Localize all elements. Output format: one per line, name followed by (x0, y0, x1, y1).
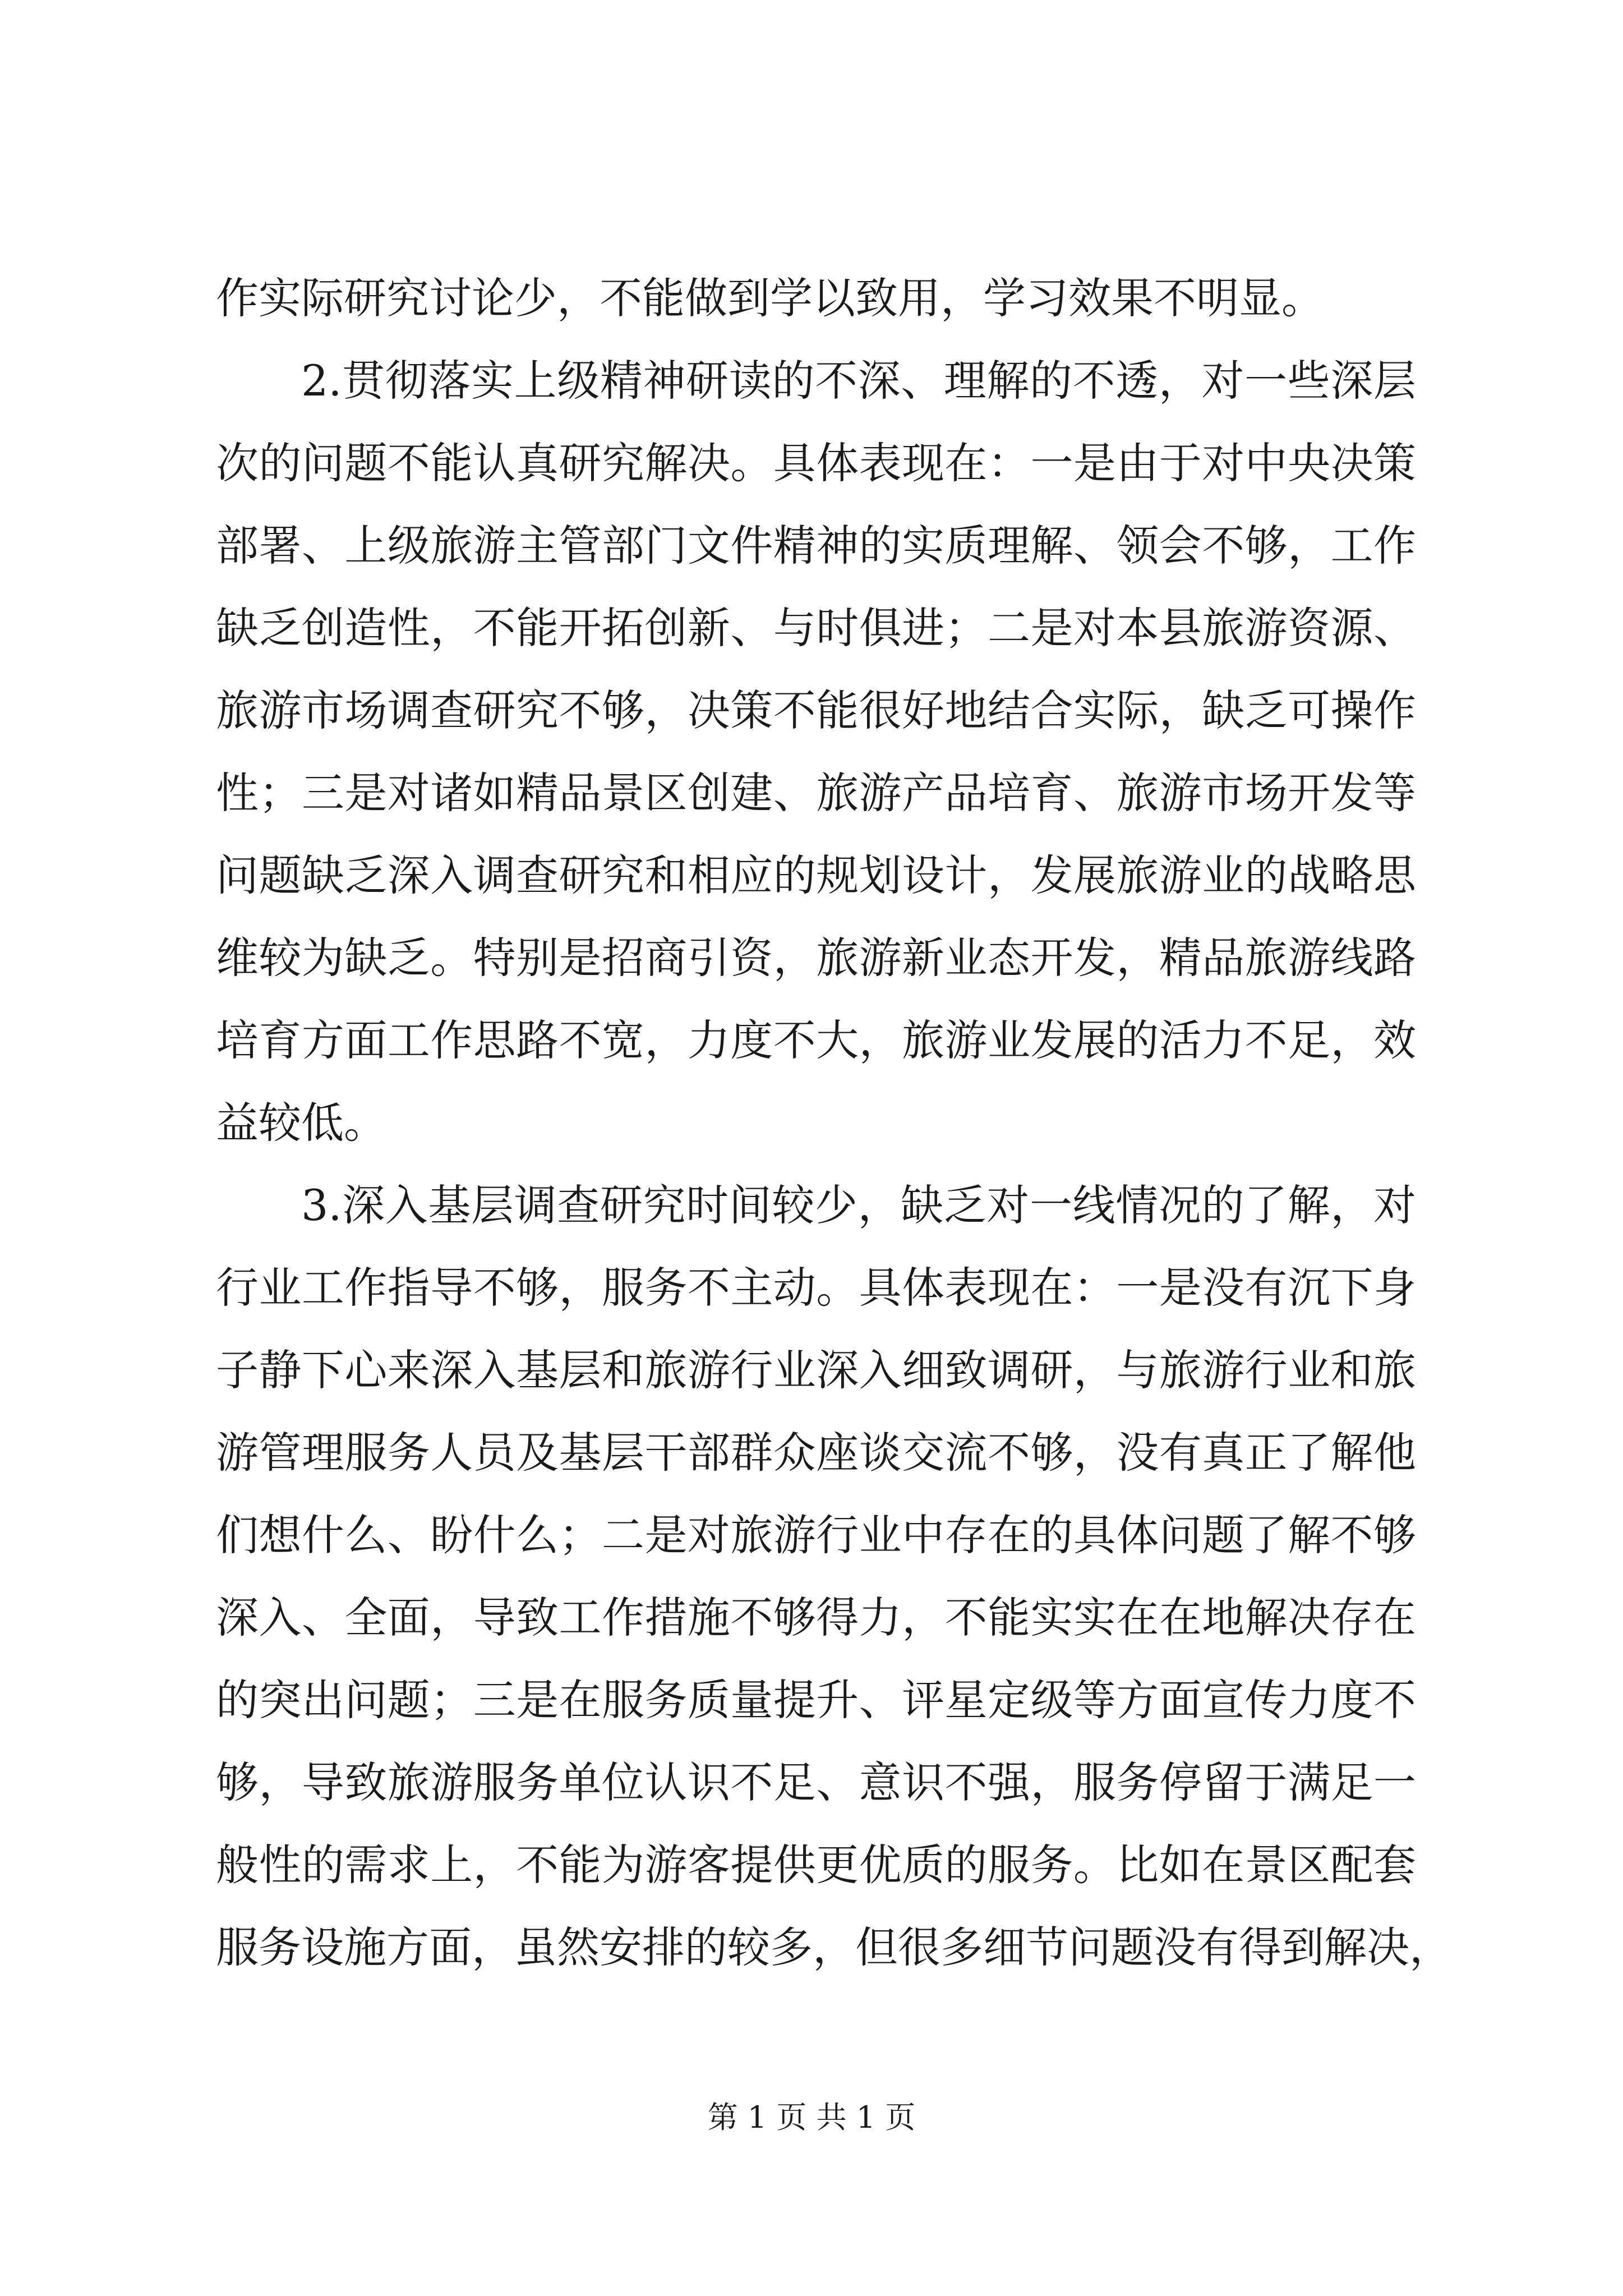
text-line: 够，导致旅游服务单位认识不足、意识不强，服务停留于满足一 (216, 1757, 1416, 1807)
text-line: 们想什么、盼什么；二是对旅游行业中存在的具体问题了解不够 (216, 1510, 1416, 1560)
text-line: 性；三是对诸如精品景区创建、旅游产品培育、旅游市场开发等 (216, 768, 1416, 818)
text-line: 作实际研究讨论少，不能做到学以致用，学习效果不明显。 (216, 273, 1324, 323)
text-line: 2.贯彻落实上级精神研读的不深、理解的不透，对一些深层 (301, 356, 1416, 406)
text-line: 的突出问题；三是在服务质量提升、评星定级等方面宣传力度不 (216, 1675, 1416, 1725)
text-line: 子静下心来深入基层和旅游行业深入细致调研，与旅游行业和旅 (216, 1345, 1416, 1395)
text-line: 培育方面工作思路不宽，力度不大，旅游业发展的活力不足，效 (216, 1015, 1416, 1065)
text-line: 深入、全面，导致工作措施不够得力，不能实实在在地解决存在 (216, 1593, 1416, 1642)
text-line: 益较低。 (216, 1098, 386, 1148)
text-line: 游管理服务人员及基层干部群众座谈交流不够，没有真正了解他 (216, 1428, 1416, 1478)
text-line: 缺乏创造性，不能开拓创新、与时俱进；二是对本县旅游资源、 (216, 603, 1416, 653)
text-line: 行业工作指导不够，服务不主动。具体表现在：一是没有沉下身 (216, 1263, 1416, 1313)
document-body (216, 257, 1452, 1989)
text-line: 旅游市场调查研究不够，决策不能很好地结合实际，缺乏可操作 (216, 685, 1416, 735)
text-line: 般性的需求上，不能为游客提供更优质的服务。比如在景区配套 (216, 1840, 1416, 1890)
text-line: 3.深入基层调查研究时间较少，缺乏对一线情况的了解，对 (301, 1180, 1416, 1230)
text-line: 部署、上级旅游主管部门文件精神的实质理解、领会不够，工作 (216, 521, 1416, 570)
text-line: 服务设施方面，虽然安排的较多，但很多细节问题没有得到解决， (216, 1922, 1452, 1972)
text-line: 次的问题不能认真研究解决。具体表现在：一是由于对中央决策 (216, 438, 1416, 488)
page-footer: 第 1 页 共 1 页 (707, 2100, 916, 2135)
text-line: 维较为缺乏。特别是招商引资，旅游新业态开发，精品旅游线路 (216, 933, 1416, 983)
text-line: 问题缺乏深入调查研究和相应的规划设计，发展旅游业的战略思 (216, 850, 1416, 900)
